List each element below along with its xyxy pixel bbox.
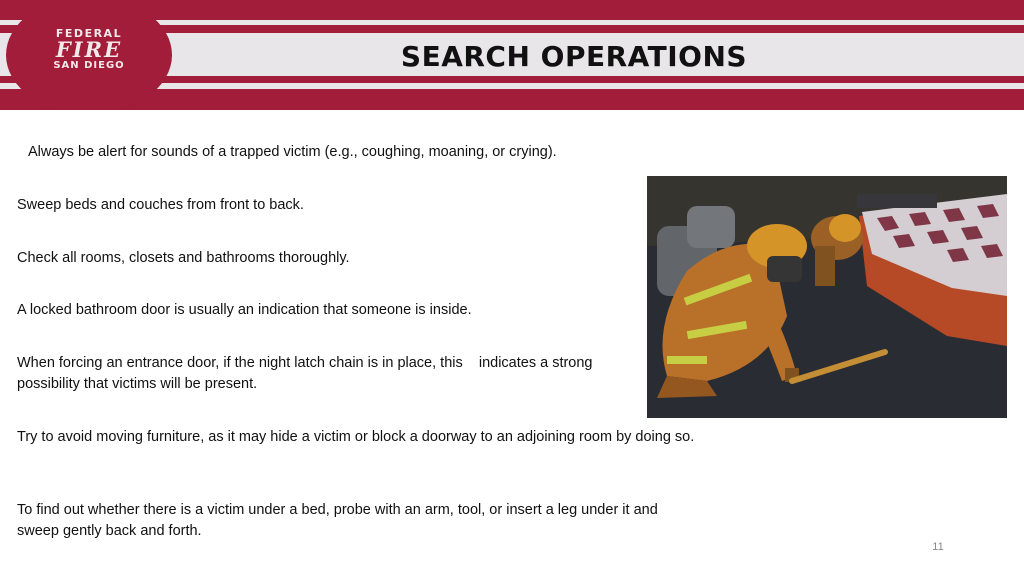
page-number: 11 — [932, 541, 944, 553]
paragraph-sweep-beds: Sweep beds and couches from front to back. — [17, 197, 304, 213]
logo-line-3: SAN DIEGO — [53, 60, 125, 71]
logo-line-1: FEDERAL — [55, 27, 123, 40]
header-banner — [0, 0, 1024, 110]
paragraph-probe-under-bed: To find out whether there is a victim under a bed, probe with an arm, tool, or insert a leg under it and sweep gently back and forth. — [17, 502, 658, 539]
paragraph-check-rooms: Check all rooms, closets and bathrooms thoroughly. — [17, 250, 350, 266]
paragraph-avoid-moving-furniture: Try to avoid moving furniture, as it may hide a victim or block a doorway to an adjoining room by doing so. — [17, 429, 695, 445]
firefighters-search-photo — [647, 176, 1007, 418]
paragraph-listen-for-victims: Always be alert for sounds of a trapped victim (e.g., coughing, moaning, or crying). — [28, 144, 557, 160]
paragraph-locked-door: A locked bathroom door is usually an indication that someone is inside. — [17, 302, 472, 318]
logo-line-2: FIRE — [55, 37, 123, 62]
slide-title: SEARCH OPERATIONS — [400, 40, 748, 73]
federal-fire-logo — [44, 28, 134, 78]
photo-illustration — [647, 176, 1007, 418]
paragraph-night-latch: When forcing an entrance door, if the night latch chain is in place, this indicates a strong possibility that victims will be present. — [17, 355, 597, 392]
